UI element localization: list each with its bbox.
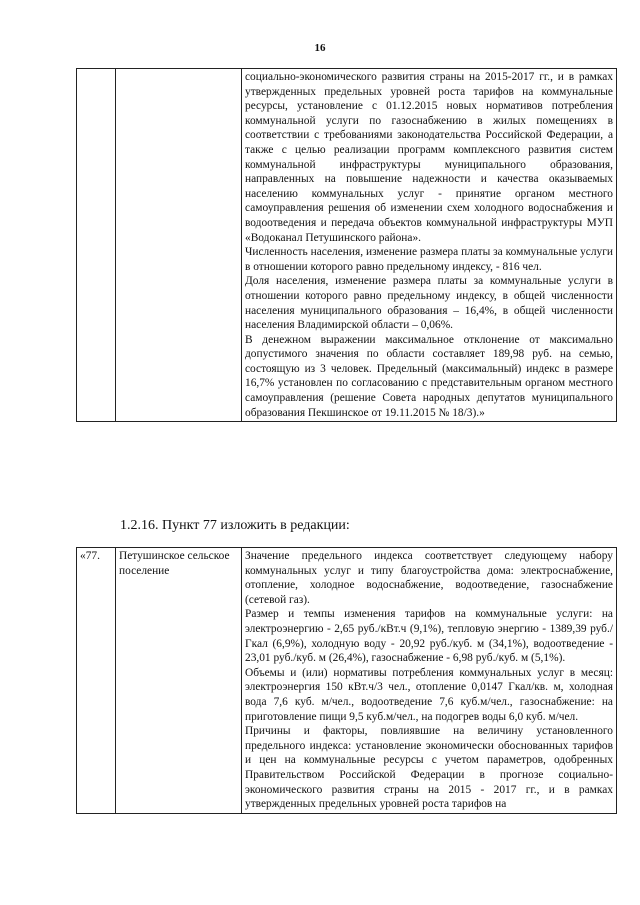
description-cell [242, 548, 617, 814]
table-item-77 [76, 547, 617, 814]
paragraph: Размер и темпы изменения тарифов на коммунальные услуги: на электроэнергию - 2,65 руб./кВт.ч (9,1%), тепловую энергию - 1389,39 руб./Гкал (6,9%), холодную воду - 20,92 руб./куб. м (34,1%), водоотведение - 23,01 руб./куб. м (26,4%), газоснабжение - 6,98 руб./куб. м (5,1%). [245, 608, 613, 665]
page-number: 16 [314, 42, 326, 54]
number-cell: «77. [77, 548, 116, 814]
description-cell [242, 69, 617, 422]
municipality-cell [116, 69, 242, 422]
section-heading: 1.2.16. Пункт 77 изложить в редакции: [120, 518, 350, 533]
table-continuation [76, 68, 617, 422]
number-cell [77, 69, 116, 422]
paragraph: Значение предельного индекса соответствует следующему набору коммунальных услуг и типу благоустройства дома: электроснабжение, отопление, холодное водоснабжение, водоотведение, газоснабжение (сетевой газ). [245, 550, 613, 606]
paragraph: Причины и факторы, повлиявшие на величину установленного предельного индекса: установление экономически обоснованных тарифов и цен на коммунальные ресурсы с учетом параметров, одобренных Правительством Российской Федерации в прогнозе социально-экономического развития страны на 2015 - 2017 гг., и в рамках утвержденных предельных уровней роста тарифов на [245, 725, 613, 811]
paragraph: Объемы и (или) нормативы потребления коммунальных услуг в месяц: электроэнергия 150 кВт.ч/3 чел., отопление 0,0147 Гкал/кв. м, холодная вода 7,6 куб. м/чел., водоотведение 7,6 куб.м/чел., газоснабжение: на приготовление пищи 9,5 куб.м/чел., на подогрев воды 6,0 куб. м/чел. [245, 666, 613, 723]
table-row [77, 69, 617, 422]
municipality-cell: Петушинское сельское поселение [116, 548, 242, 814]
paragraph: В денежном выражении максимальное отклонение от максимально допустимого значения по области составляет 189,98 руб. на семью, состоящую из 3 человек. Предельный (максимальный) индекс в размере 16,7% установлен по согласованию с представительным органом местного самоуправления (решение Совета народных депутатов муниципального образования Пекшинское от 19.11.2015 № 18/3).» [245, 333, 613, 419]
table-row [77, 548, 617, 814]
paragraph: социально-экономического развития страны на 2015-2017 гг., и в рамках утвержденных предельных уровней роста тарифов на коммунальные ресурсы, установление с 01.12.2015 новых нормативов потребления коммунальной услуги по газоснабжению в жилых помещениях в соответствии с требованиями законодательства Российской Федерации, а также с целью реализации программ комплексного развития систем коммунальной инфраструктуры муниципального образования, направленных на повышение надежности и качества оказываемых населению коммунальных услуг - принятие органом местного самоуправления решения об изменении схем холодного водоснабжения и водоотведения и передача объектов коммунальной инфраструктуры МУП «Водоканал Петушинского района». [245, 71, 613, 244]
paragraph: Численность населения, изменение размера платы за коммунальные услуги в отношении которого равно предельному индексу, - 816 чел. [245, 246, 613, 273]
paragraph: Доля населения, изменение размера платы за коммунальные услуги в отношении которого равно предельному индексу, в общей численности населения муниципального образования – 16,4%, в общей численности населения Владимирской области – 0,06%. [245, 275, 613, 332]
